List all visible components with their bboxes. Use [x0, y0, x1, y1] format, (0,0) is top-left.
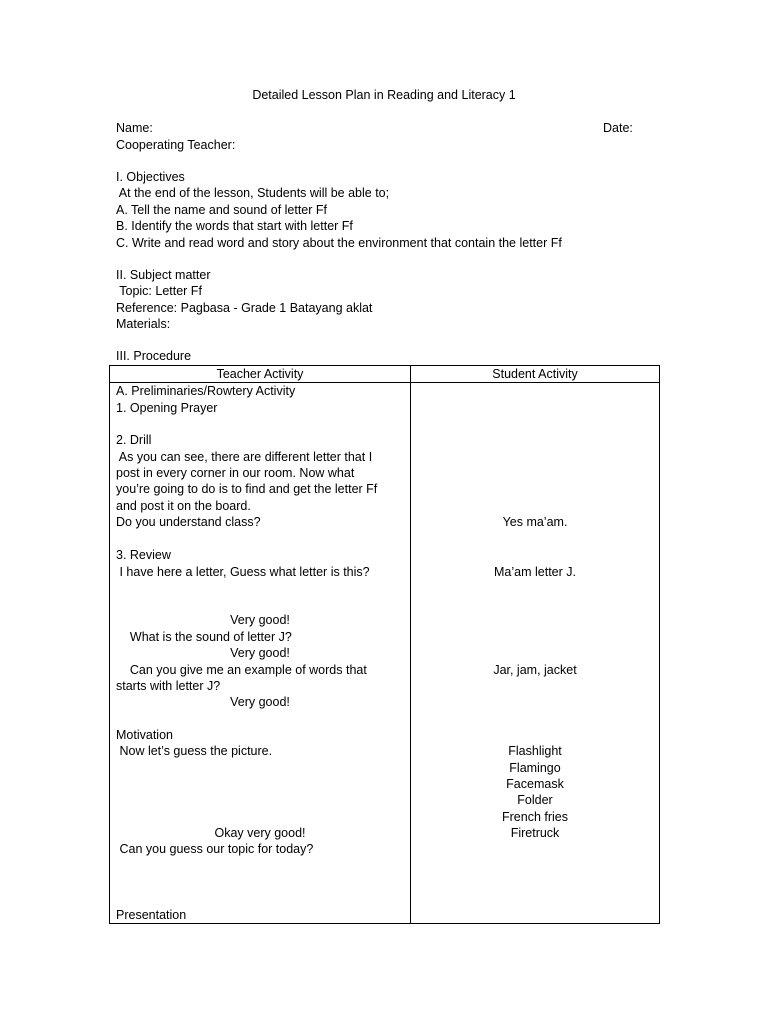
teacher-line: Can you give me an example of words that — [116, 663, 367, 677]
objective-item: C. Write and read word and story about the environment that contain the letter Ff — [116, 236, 562, 250]
teacher-line: Very good! — [230, 646, 290, 660]
student-line: Jar, jam, jacket — [493, 663, 577, 677]
cooperating-teacher-label: Cooperating Teacher: — [116, 138, 236, 152]
materials-line: Materials: — [116, 317, 171, 331]
student-line: Folder — [517, 793, 553, 807]
objective-item: B. Identify the words that start with letter Ff — [116, 219, 353, 233]
teacher-line: Very good! — [230, 613, 290, 627]
teacher-line: Okay very good! — [214, 826, 306, 840]
teacher-line: A. Preliminaries/Rowtery Activity — [116, 384, 296, 398]
student-line: French fries — [502, 810, 568, 824]
teacher-activity-header: Teacher Activity — [110, 366, 411, 383]
student-line: Ma’am letter J. — [494, 565, 576, 579]
document-title: Detailed Lesson Plan in Reading and Literacy 1 — [252, 88, 516, 102]
teacher-line: Very good! — [230, 695, 290, 709]
student-line: Flamingo — [509, 761, 561, 775]
teacher-line: you’re going to do is to find and get the letter Ff — [116, 482, 378, 496]
objective-item: A. Tell the name and sound of letter Ff — [116, 203, 328, 217]
objectives-intro: At the end of the lesson, Students will be able to; — [116, 186, 390, 200]
teacher-line: Now let’s guess the picture. — [116, 744, 273, 758]
reference-line: Reference: Pagbasa - Grade 1 Batayang aklat — [116, 301, 373, 315]
teacher-line: Can you guess our topic for today? — [116, 842, 314, 856]
teacher-line: 2. Drill — [116, 433, 152, 447]
teacher-line: I have here a letter, Guess what letter is this? — [116, 565, 370, 579]
name-label: Name: — [116, 121, 153, 135]
procedure-table — [109, 365, 660, 924]
student-activity-header: Student Activity — [411, 366, 660, 383]
table-row — [110, 383, 660, 924]
teacher-line: 3. Review — [116, 548, 171, 562]
student-line: Firetruck — [510, 826, 560, 840]
student-line: Flashlight — [508, 744, 562, 758]
student-line: Yes ma’am. — [502, 515, 568, 529]
objectives-heading: I. Objectives — [116, 170, 185, 184]
teacher-line: and post it on the board. — [116, 499, 251, 513]
teacher-line: post in every corner in our room. Now what — [116, 466, 355, 480]
teacher-activity-cell — [110, 383, 411, 924]
teacher-line: 1. Opening Prayer — [116, 401, 218, 415]
teacher-line: starts with letter J? — [116, 679, 221, 693]
topic-line: Topic: Letter Ff — [116, 284, 202, 298]
student-line: Facemask — [506, 777, 564, 791]
table-header-row — [110, 366, 660, 383]
teacher-line: Presentation — [116, 908, 187, 922]
teacher-line: What is the sound of letter J? — [116, 630, 292, 644]
student-activity-cell — [411, 383, 660, 924]
teacher-line: Do you understand class? — [116, 515, 261, 529]
teacher-line: As you can see, there are different letter that I — [116, 450, 373, 464]
teacher-line: Motivation — [116, 728, 173, 742]
procedure-heading: III. Procedure — [116, 349, 192, 363]
date-label: Date: — [603, 121, 633, 135]
subject-matter-heading: II. Subject matter — [116, 268, 211, 282]
